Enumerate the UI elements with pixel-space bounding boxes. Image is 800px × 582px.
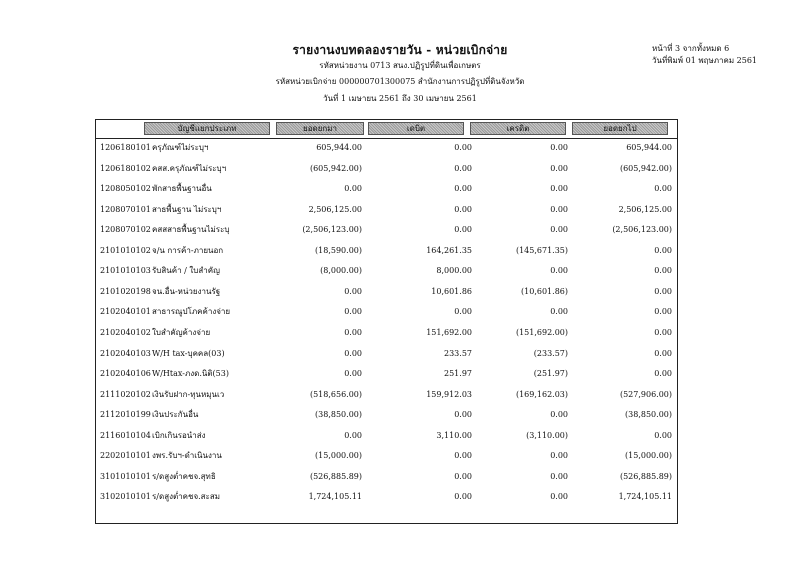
debit-cell: 8,000.00 xyxy=(436,266,472,276)
debit-cell: 10,601.86 xyxy=(431,286,472,296)
account-code-cell: 3101010101 xyxy=(100,471,151,481)
account-name-cell: รับสินค้า / ใบสำคัญ xyxy=(152,266,220,276)
page-info: หน้าที่ 3 จากทั้งหมด 6 xyxy=(652,44,730,53)
brought-forward-cell: 0.00 xyxy=(344,286,362,296)
brought-forward-cell: 605,944.00 xyxy=(316,143,362,152)
carried-forward-cell: 0.00 xyxy=(654,307,672,317)
carried-forward-cell: 0.00 xyxy=(654,348,672,358)
carried-forward-cell: (2,506,123.00) xyxy=(612,225,672,235)
table-row xyxy=(96,240,677,262)
table-row xyxy=(96,199,677,221)
debit-cell: 3,110.00 xyxy=(436,430,472,440)
account-code-cell: 2116010104 xyxy=(100,430,151,440)
credit-cell: (233.57) xyxy=(533,348,568,358)
credit-cell: 0.00 xyxy=(550,451,568,461)
account-name-cell: ครุภัณฑ์ไม่ระบุฯ xyxy=(152,143,209,152)
account-code-cell: 2102040103 xyxy=(100,348,151,358)
account-code-cell: 2102040106 xyxy=(100,369,151,379)
carried-forward-cell: 2,506,125.00 xyxy=(618,204,672,214)
credit-cell: (251.97) xyxy=(533,369,568,379)
table-row xyxy=(96,322,677,344)
carried-forward-cell: (605,942.00) xyxy=(619,163,672,173)
debit-cell: 251.97 xyxy=(444,369,472,379)
brought-forward-cell: (15,000.00) xyxy=(315,451,362,461)
header-brought-forward: ยอดยกมา xyxy=(276,122,364,135)
debit-cell: 0.00 xyxy=(454,451,472,461)
account-code-cell: 2101010102 xyxy=(100,245,151,255)
table-row xyxy=(96,158,677,180)
credit-cell: (3,110.00) xyxy=(526,430,568,440)
header-carried-forward: ยอดยกไป xyxy=(572,122,668,135)
debit-cell: 164,261.35 xyxy=(426,245,472,255)
credit-cell: 0.00 xyxy=(550,143,568,152)
credit-cell: 0.00 xyxy=(550,471,568,481)
carried-forward-cell: (15,000.00) xyxy=(625,451,672,461)
carried-forward-cell: 0.00 xyxy=(654,266,672,276)
credit-cell: (145,671.35) xyxy=(515,245,568,255)
table-row xyxy=(96,466,677,488)
account-code-cell: 2101010103 xyxy=(100,266,151,276)
header-debit: เดบิต xyxy=(368,122,464,135)
brought-forward-cell: (18,590.00) xyxy=(315,245,362,255)
account-code-cell: 1206180102 xyxy=(100,163,151,173)
debit-cell: 0.00 xyxy=(454,204,472,214)
account-name-cell: งพร.รับฯ-ดำเนินงาน xyxy=(152,451,222,461)
debit-cell: 0.00 xyxy=(454,163,472,173)
account-code-cell: 2202010101 xyxy=(100,451,151,461)
table-row xyxy=(96,384,677,406)
report-title: รายงานงบทดลองรายวัน - หน่วยเบิกจ่าย xyxy=(292,43,508,57)
carried-forward-cell: 0.00 xyxy=(654,430,672,440)
account-name-cell: ใบสำคัญค้างจ่าย xyxy=(152,327,211,337)
debit-cell: 0.00 xyxy=(454,225,472,235)
table-row xyxy=(96,178,677,200)
table-row xyxy=(96,425,677,447)
carried-forward-cell: 0.00 xyxy=(654,286,672,296)
carried-forward-cell: 605,944.00 xyxy=(626,143,672,152)
table-row xyxy=(96,404,677,426)
brought-forward-cell: 0.00 xyxy=(344,430,362,440)
account-name-cell: จน.อื่น-หน่วยงานรัฐ xyxy=(152,286,221,296)
brought-forward-cell: 0.00 xyxy=(344,327,362,337)
account-name-cell: คสส.ครุภัณฑ์ไม่ระบุฯ xyxy=(152,163,227,173)
credit-cell: 0.00 xyxy=(550,225,568,235)
credit-cell: 0.00 xyxy=(550,163,568,173)
credit-cell: (10,601.86) xyxy=(521,286,568,296)
account-code-cell: 1208070101 xyxy=(100,204,151,214)
brought-forward-cell: (8,000.00) xyxy=(320,266,362,276)
carried-forward-cell: (38,850.00) xyxy=(625,410,672,420)
account-code-cell: 1208070102 xyxy=(100,225,151,235)
brought-forward-cell: 0.00 xyxy=(344,307,362,317)
credit-cell: (151,692.00) xyxy=(515,327,568,337)
table-row xyxy=(96,260,677,282)
credit-cell: 0.00 xyxy=(550,204,568,214)
carried-forward-cell: 1,724,105.11 xyxy=(618,492,672,502)
account-name-cell: ร/ดสูงต่ำคชจ.สะสม xyxy=(152,492,221,502)
brought-forward-cell: (38,850.00) xyxy=(315,410,362,420)
agency-line: รหัสหน่วยงาน 0713 สนง.ปฏิรูปที่ดินเพื่อเกษตร xyxy=(319,61,481,70)
credit-cell: 0.00 xyxy=(550,266,568,276)
carried-forward-cell: (527,906.00) xyxy=(619,389,672,399)
table-row xyxy=(96,301,677,323)
account-code-cell: 3102010101 xyxy=(100,492,151,502)
account-code-cell: 2111020102 xyxy=(100,389,151,399)
debit-cell: 0.00 xyxy=(454,471,472,481)
table-row xyxy=(96,219,677,241)
table-row xyxy=(96,343,677,365)
brought-forward-cell: 1,724,105.11 xyxy=(308,492,362,502)
account-name-cell: จ/น การค้า-ภายนอก xyxy=(152,245,224,255)
table-row xyxy=(96,281,677,303)
brought-forward-cell: (526,885.89) xyxy=(309,471,362,481)
brought-forward-cell: 0.00 xyxy=(344,369,362,379)
account-code-cell: 1208050102 xyxy=(100,184,151,194)
debit-cell: 159,912.03 xyxy=(426,389,472,399)
trial-balance-table xyxy=(95,119,678,524)
account-code-cell: 2101020198 xyxy=(100,286,151,296)
account-name-cell: เงินประกันอื่น xyxy=(152,410,199,420)
brought-forward-cell: 2,506,125.00 xyxy=(308,204,362,214)
credit-cell: 0.00 xyxy=(550,307,568,317)
account-name-cell: ร/ดสูงต่ำคชจ.สุทธิ xyxy=(152,471,216,481)
debit-cell: 0.00 xyxy=(454,307,472,317)
brought-forward-cell: (2,506,123.00) xyxy=(302,225,362,235)
account-code-cell: 1206180101 xyxy=(100,143,151,152)
account-code-cell: 2102040102 xyxy=(100,327,151,337)
table-row xyxy=(96,486,677,508)
date-range: วันที่ 1 เมษายน 2561 ถึง 30 เมษายน 2561 xyxy=(323,94,477,103)
credit-cell: 0.00 xyxy=(550,184,568,194)
print-date: วันที่พิมพ์ 01 พฤษภาคม 2561 xyxy=(652,56,758,65)
credit-cell: 0.00 xyxy=(550,492,568,502)
account-name-cell: เงินรับฝาก-ทุนหมุนเว xyxy=(152,389,225,399)
brought-forward-cell: (518,656.00) xyxy=(309,389,362,399)
account-name-cell: W/Htax-ภงด.นิติ(53) xyxy=(152,369,229,379)
header-credit: เครดิต xyxy=(470,122,566,135)
debit-cell: 233.57 xyxy=(444,348,472,358)
debit-cell: 0.00 xyxy=(454,492,472,502)
table-row xyxy=(96,363,677,385)
credit-cell: 0.00 xyxy=(550,410,568,420)
account-name-cell: เบิกเกินรอนำส่ง xyxy=(152,430,206,440)
carried-forward-cell: 0.00 xyxy=(654,184,672,194)
debit-cell: 0.00 xyxy=(454,143,472,152)
table-row xyxy=(96,137,677,159)
disbursement-unit-line: รหัสหน่วยเบิกจ่าย 000000701300075 สำนักงานการปฏิรูปที่ดินจังหวัด xyxy=(275,77,525,86)
brought-forward-cell: (605,942.00) xyxy=(309,163,362,173)
account-code-cell: 2102040101 xyxy=(100,307,151,317)
carried-forward-cell: (526,885.89) xyxy=(619,471,672,481)
account-name-cell: คสสสาธพื้นฐานไม่ระบุ xyxy=(152,225,230,235)
brought-forward-cell: 0.00 xyxy=(344,348,362,358)
carried-forward-cell: 0.00 xyxy=(654,369,672,379)
account-name-cell: สาธารณูปโภคค้างจ่าย xyxy=(152,307,231,317)
account-code-cell: 2112010199 xyxy=(100,410,151,420)
carried-forward-cell: 0.00 xyxy=(654,245,672,255)
carried-forward-cell: 0.00 xyxy=(654,327,672,337)
debit-cell: 151,692.00 xyxy=(426,327,472,337)
table-row xyxy=(96,445,677,467)
credit-cell: (169,162.03) xyxy=(515,389,568,399)
debit-cell: 0.00 xyxy=(454,410,472,420)
header-account: บัญชีแยกประเภท xyxy=(144,122,270,135)
brought-forward-cell: 0.00 xyxy=(344,184,362,194)
account-name-cell: พักสาธพื้นฐานอื่น xyxy=(152,184,212,194)
account-name-cell: W/H tax-บุคคล(03) xyxy=(152,348,225,358)
debit-cell: 0.00 xyxy=(454,184,472,194)
account-name-cell: สาธพื้นฐาน ไม่ระบุฯ xyxy=(152,204,222,214)
